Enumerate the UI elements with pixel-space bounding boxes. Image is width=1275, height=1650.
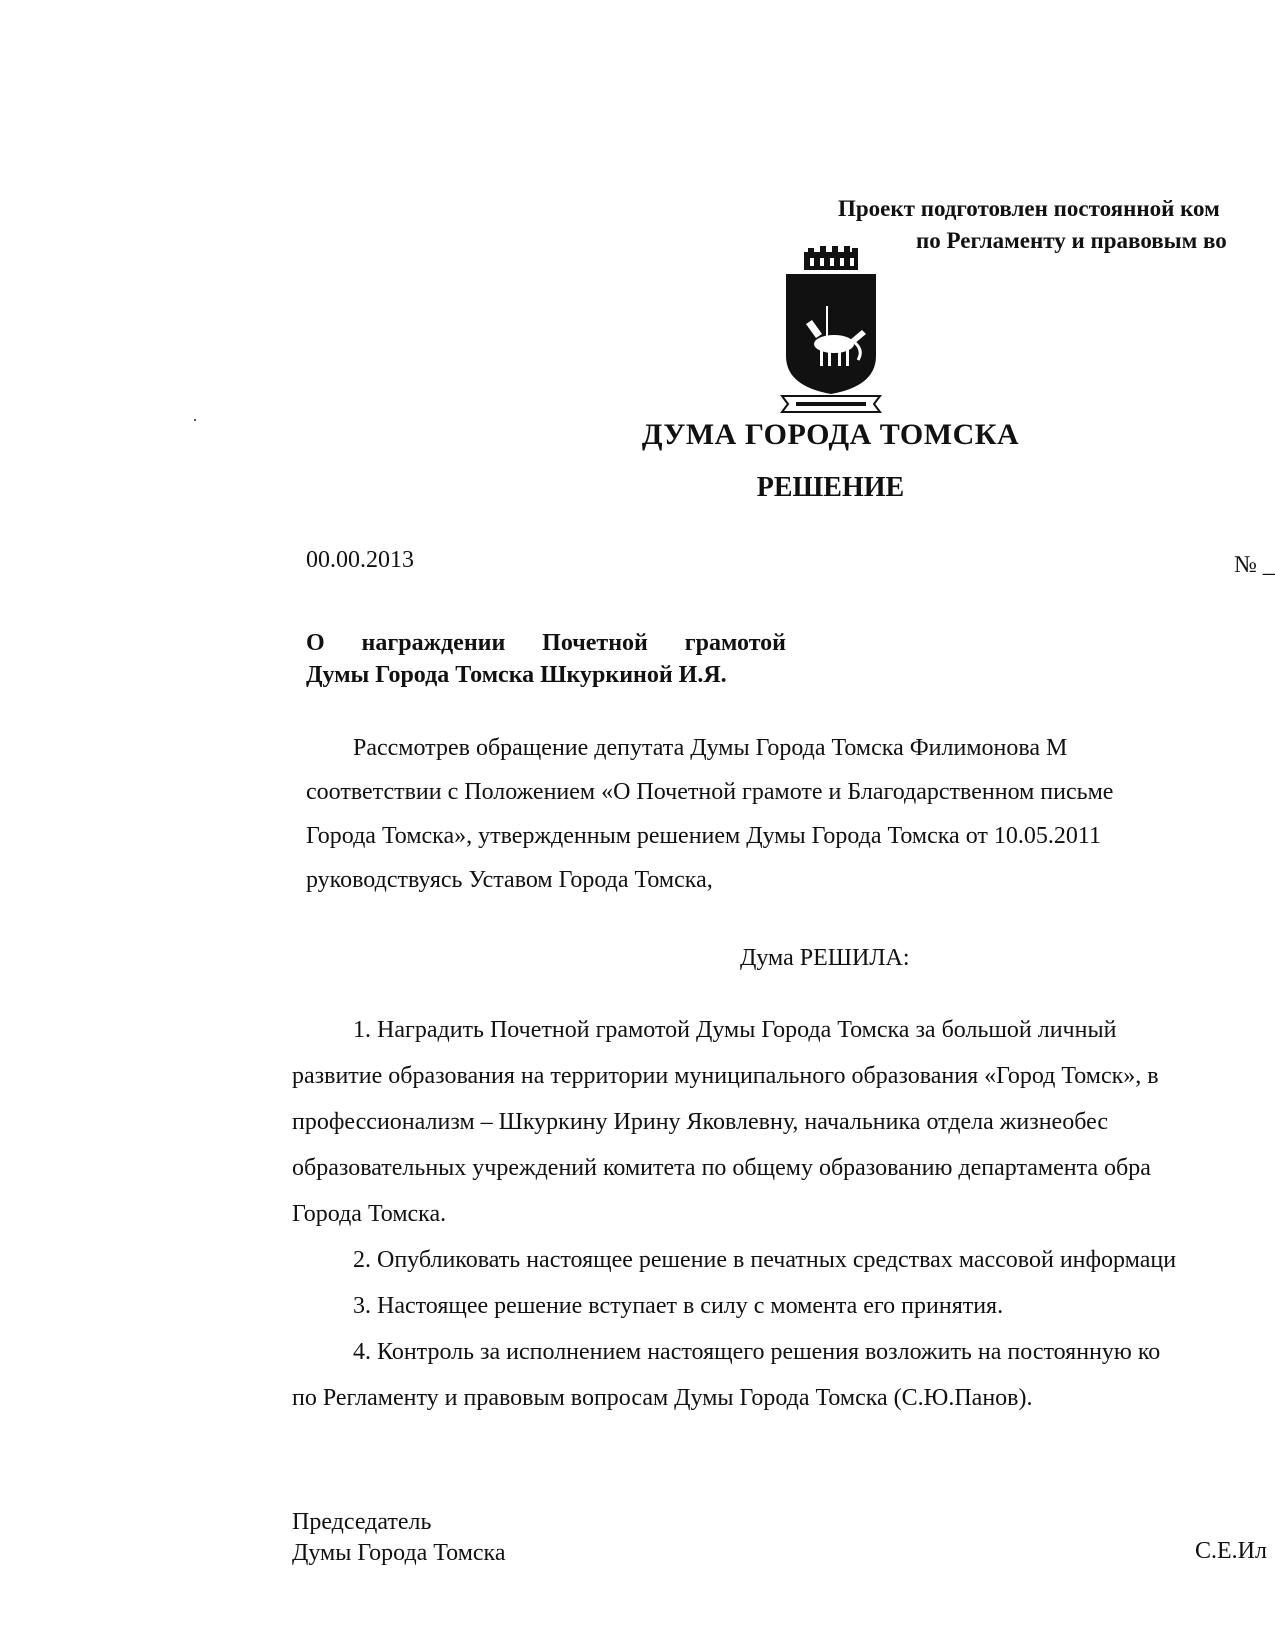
tomsk-coat-of-arms-icon	[776, 246, 886, 416]
preamble-line: Города Томска», утвержденным решением Думы Города Томска от 10.05.2011	[306, 823, 1101, 849]
subject-line1: О награждении Почетной грамотой	[306, 630, 786, 656]
item-line: 3. Настоящее решение вступает в силу с момента его принятия.	[353, 1293, 1004, 1319]
item-line: образовательных учреждений комитета по общему образованию департамента обра	[292, 1155, 1151, 1181]
header-note	[838, 193, 1275, 257]
preamble-line-text: Рассмотрев обращение депутата Думы Города Томска Филимонова М	[353, 735, 1068, 761]
title-text: ДУМА ГОРОДА ТОМСКА	[641, 418, 1020, 451]
item-line: профессионализм – Шкуркину Ирину Яковлевну, начальника отдела жизнеобес	[292, 1109, 1108, 1135]
crown-icon	[804, 246, 858, 270]
signature-title-line2: Думы Города Томска	[292, 1540, 506, 1566]
header-note-line1: Проект подготовлен постоянной ком	[838, 196, 1220, 221]
item-line: по Регламенту и правовым вопросам Думы Города Томска (С.Ю.Панов).	[292, 1385, 1033, 1411]
item-line: 4. Контроль за исполнением настоящего решения возложить на постоянную ко	[353, 1339, 1161, 1365]
subtitle-text: РЕШЕНИЕ	[756, 472, 905, 503]
item-line: развитие образования на территории муниципального образования «Город Томск», в	[292, 1063, 1159, 1089]
document-subject	[306, 627, 786, 691]
item-line: 2. Опубликовать настоящее решение в печатных средствах массовой информаци	[353, 1247, 1177, 1273]
signature-name: С.Е.Ил	[1195, 1538, 1267, 1564]
document-date: 00.00.2013	[306, 547, 414, 573]
decision-items	[292, 1007, 1275, 1421]
document-number: № _	[1234, 552, 1275, 578]
preamble-line	[306, 726, 1275, 770]
signature-title-line1: Председатель	[292, 1509, 432, 1535]
signature-block	[292, 1507, 506, 1569]
decision-heading: Дума РЕШИЛА:	[740, 945, 910, 971]
ribbon-icon	[782, 396, 880, 412]
subject-line2: Думы Города Томска Шкуркиной И.Я.	[306, 662, 727, 688]
item-line: 1. Наградить Почетной грамотой Думы Города Томска за большой личный	[353, 1017, 1117, 1043]
scan-speck	[194, 419, 196, 421]
item-line: Города Томска.	[292, 1201, 447, 1227]
header-note-line2: по Регламенту и правовым во	[916, 228, 1227, 253]
preamble	[306, 726, 1275, 902]
page-subtitle	[0, 472, 1275, 504]
preamble-line: соответствии с Положением «О Почетной грамоте и Благодарственном письме	[306, 779, 1114, 805]
page-title	[0, 418, 1275, 452]
preamble-line: руководствуясь Уставом Города Томска,	[306, 867, 713, 893]
